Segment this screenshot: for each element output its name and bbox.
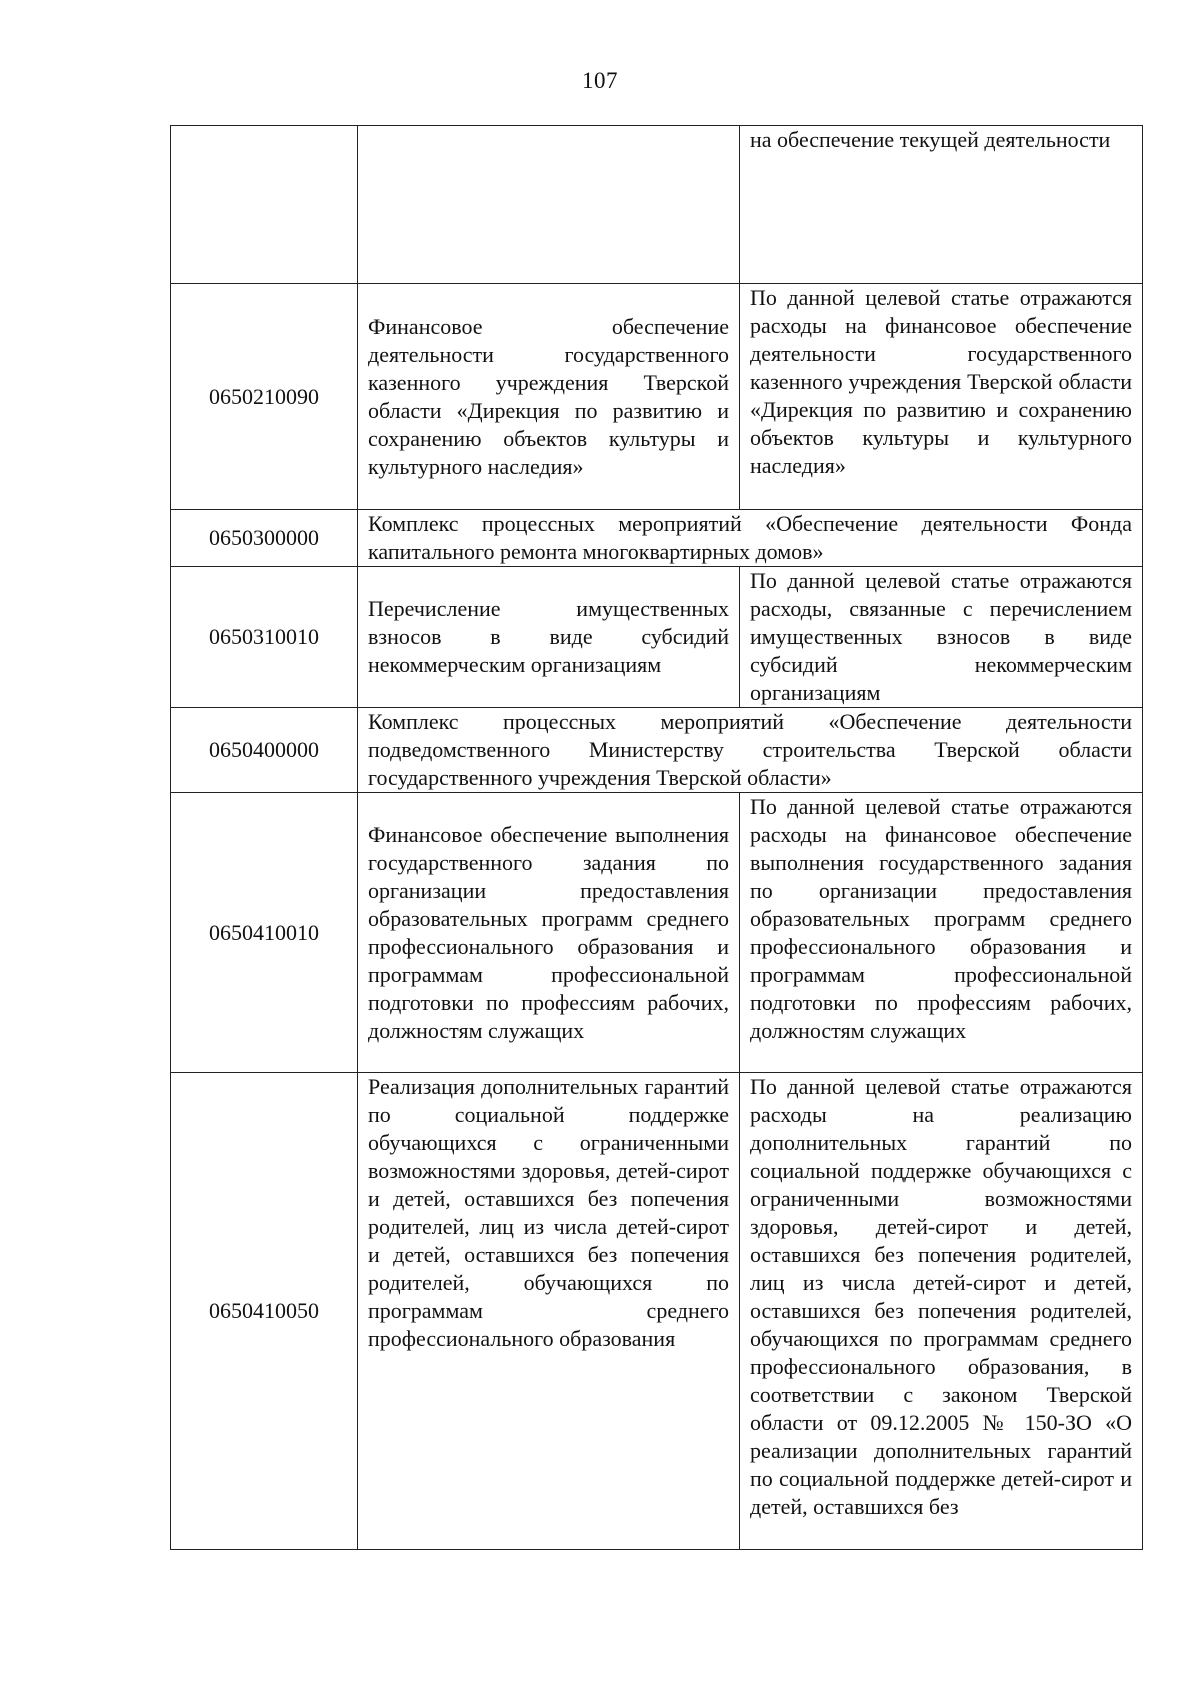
code-cell: 0650410010 <box>171 793 358 1073</box>
program-title-cell: Комплекс процессных мероприятий «Обеспечение деятельности Фонда капитального ремонта многоквартирных домов» <box>358 510 1143 567</box>
program-title-cell: Комплекс процессных мероприятий «Обеспечение деятельности подведомственного Министерству строительства Тверской области государственного учреждения Тверской области» <box>358 708 1143 793</box>
table-row <box>171 793 1143 1073</box>
table-row <box>171 126 1143 284</box>
code-cell: 0650300000 <box>171 510 358 567</box>
name-cell: Финансовое обеспечение выполнения государственного задания по организации предоставления образовательных программ среднего профессионального образования и программам профессиональной подготовки по профессиям рабочих, должностям служащих <box>358 793 740 1073</box>
description-cell: По данной целевой статье отражаются расходы на реализацию дополнительных гарантий по социальной поддержке обучающихся с ограниченными возможностями здоровья, детей-сирот и детей, оставшихся без попечения родителей, лиц из числа детей-сирот и детей, оставшихся без попечения родителей, обучающихся по программам среднего профессионального образования, в соответствии с законом Тверской области от 09.12.2005 № 150-ЗО «О реализации дополнительных гарантий по социальной поддержке детей-сирот и детей, оставшихся без <box>740 1073 1143 1550</box>
code-cell: 0650400000 <box>171 708 358 793</box>
table-row <box>171 510 1143 567</box>
description-cell: По данной целевой статье отражаются расходы, связанные с перечислением имущественных взносов в виде субсидий некоммерческим организациям <box>740 567 1143 708</box>
code-cell: 0650310010 <box>171 567 358 708</box>
name-cell <box>358 126 740 284</box>
name-cell: Реализация дополнительных гарантий по социальной поддержке обучающихся с ограниченными возможностями здоровья, детей-сирот и детей, оставшихся без попечения родителей, лиц из числа детей-сирот и детей, оставшихся без попечения родителей, обучающихся по программам среднего профессионального образования <box>358 1073 740 1550</box>
table-row <box>171 1073 1143 1550</box>
description-cell: По данной целевой статье отражаются расходы на финансовое обеспечение деятельности государственного казенного учреждения Тверской области «Дирекция по развитию и сохранению объектов культуры и культурного наследия» <box>740 284 1143 510</box>
table-row <box>171 284 1143 510</box>
table-row <box>171 567 1143 708</box>
table-row <box>171 708 1143 793</box>
name-cell: Перечисление имущественных взносов в виде субсидий некоммерческим организациям <box>358 567 740 708</box>
name-cell: Финансовое обеспечение деятельности государственного казенного учреждения Тверской области «Дирекция по развитию и сохранению объектов культуры и культурного наследия» <box>358 284 740 510</box>
code-cell: 0650210090 <box>171 284 358 510</box>
budget-classification-table <box>170 125 1143 1550</box>
description-cell: По данной целевой статье отражаются расходы на финансовое обеспечение выполнения государственного задания по организации предоставления образовательных программ среднего профессионального образования и программам профессиональной подготовки по профессиям рабочих, должностям служащих <box>740 793 1143 1073</box>
code-cell <box>171 126 358 284</box>
page-number: 107 <box>582 68 618 93</box>
code-cell: 0650410050 <box>171 1073 358 1550</box>
description-cell: на обеспечение текущей деятельности <box>740 126 1143 284</box>
